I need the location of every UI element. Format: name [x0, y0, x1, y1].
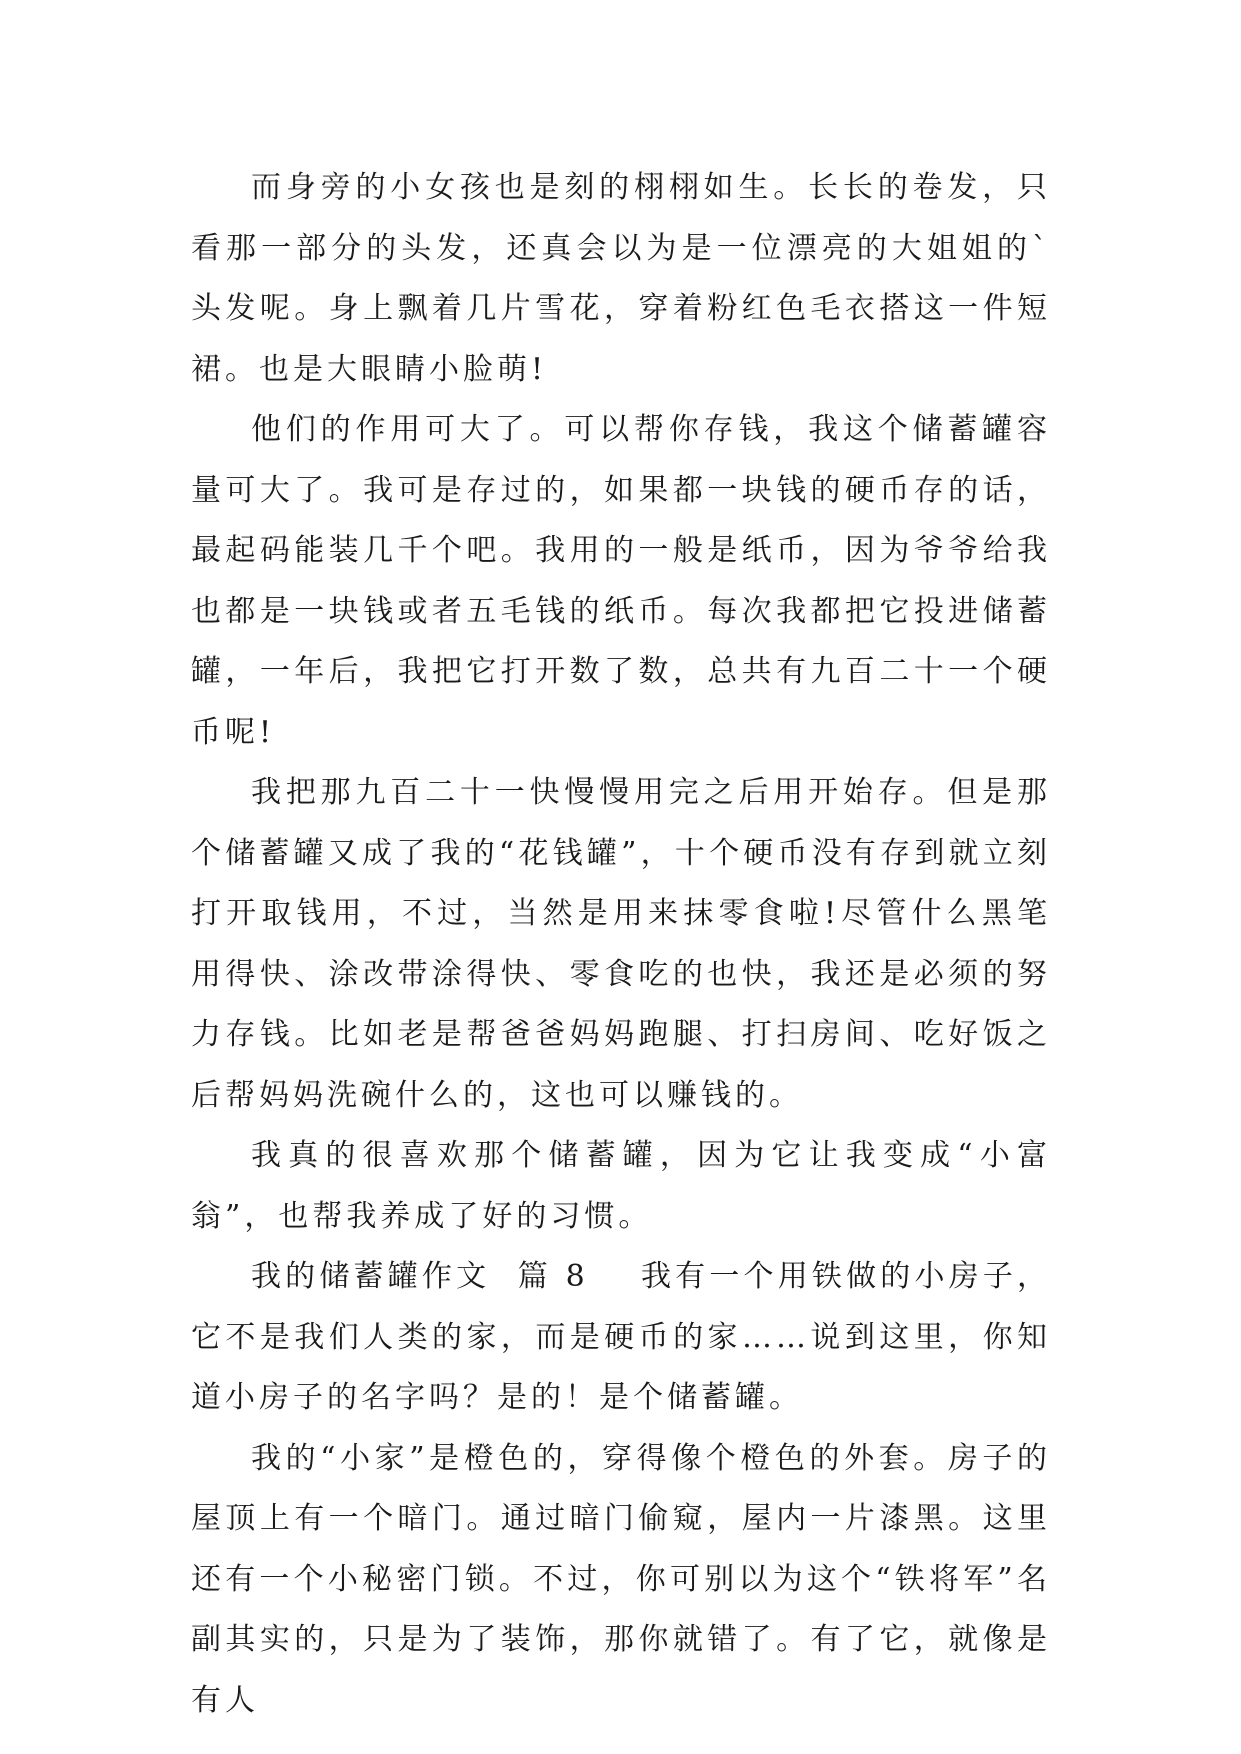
section-paragraph — [191, 1247, 1051, 1429]
paragraph-2: 他们的作用可大了。可以帮你存钱，我这个储蓄罐容量可大了。我可是存过的，如果都一块钱的硬币存的话，最起码能装几千个吧。我用的一般是纸币，因为爷爷给我也都是一块钱或者五毛钱的纸币。每次我都把它投进储蓄罐，一年后，我把它打开数了数，总共有九百二十一个硬币呢! — [191, 412, 1051, 750]
section-first-paragraph: 我有一个用铁做的小房子，它不是我们人类的家，而是硬币的家……说到这里，你知道小房子的名字吗？是的！是个储蓄罐。 — [191, 1259, 1052, 1415]
section-number: 篇 8 — [517, 1259, 589, 1294]
section-heading: 我的储蓄罐作文 — [251, 1259, 491, 1294]
document-page — [191, 158, 1051, 1731]
paragraph-1: 而身旁的小女孩也是刻的栩栩如生。长长的卷发，只看那一部分的头发，还真会以为是一位漂亮的大姐姐的`头发呢。身上飘着几片雪花，穿着粉红色毛衣搭这一件短裙。也是大眼睛小脸萌! — [191, 170, 1051, 387]
paragraph-6: 我的“小家”是橙色的，穿得像个橙色的外套。房子的屋顶上有一个暗门。通过暗门偷窥，屋内一片漆黑。这里还有一个小秘密门锁。不过，你可别以为这个“铁将军”名副其实的，只是为了装饰，那你就错了。有了它，就像是有人 — [191, 1440, 1051, 1718]
paragraph-4: 我真的很喜欢那个储蓄罐，因为它让我变成“小富翁”，也帮我养成了好的习惯。 — [191, 1138, 1051, 1234]
paragraph-3: 我把那九百二十一快慢慢用完之后用开始存。但是那个储蓄罐又成了我的“花钱罐”，十个硬币没有存到就立刻打开取钱用，不过，当然是用来抹零食啦!尽管什么黑笔用得快、涂改带涂得快、零食吃的也快，我还是必须的努力存钱。比如老是帮爸爸妈妈跑腿、打扫房间、吃好饭之后帮妈妈洗碗什么的，这也可以赚钱的。 — [191, 775, 1051, 1113]
